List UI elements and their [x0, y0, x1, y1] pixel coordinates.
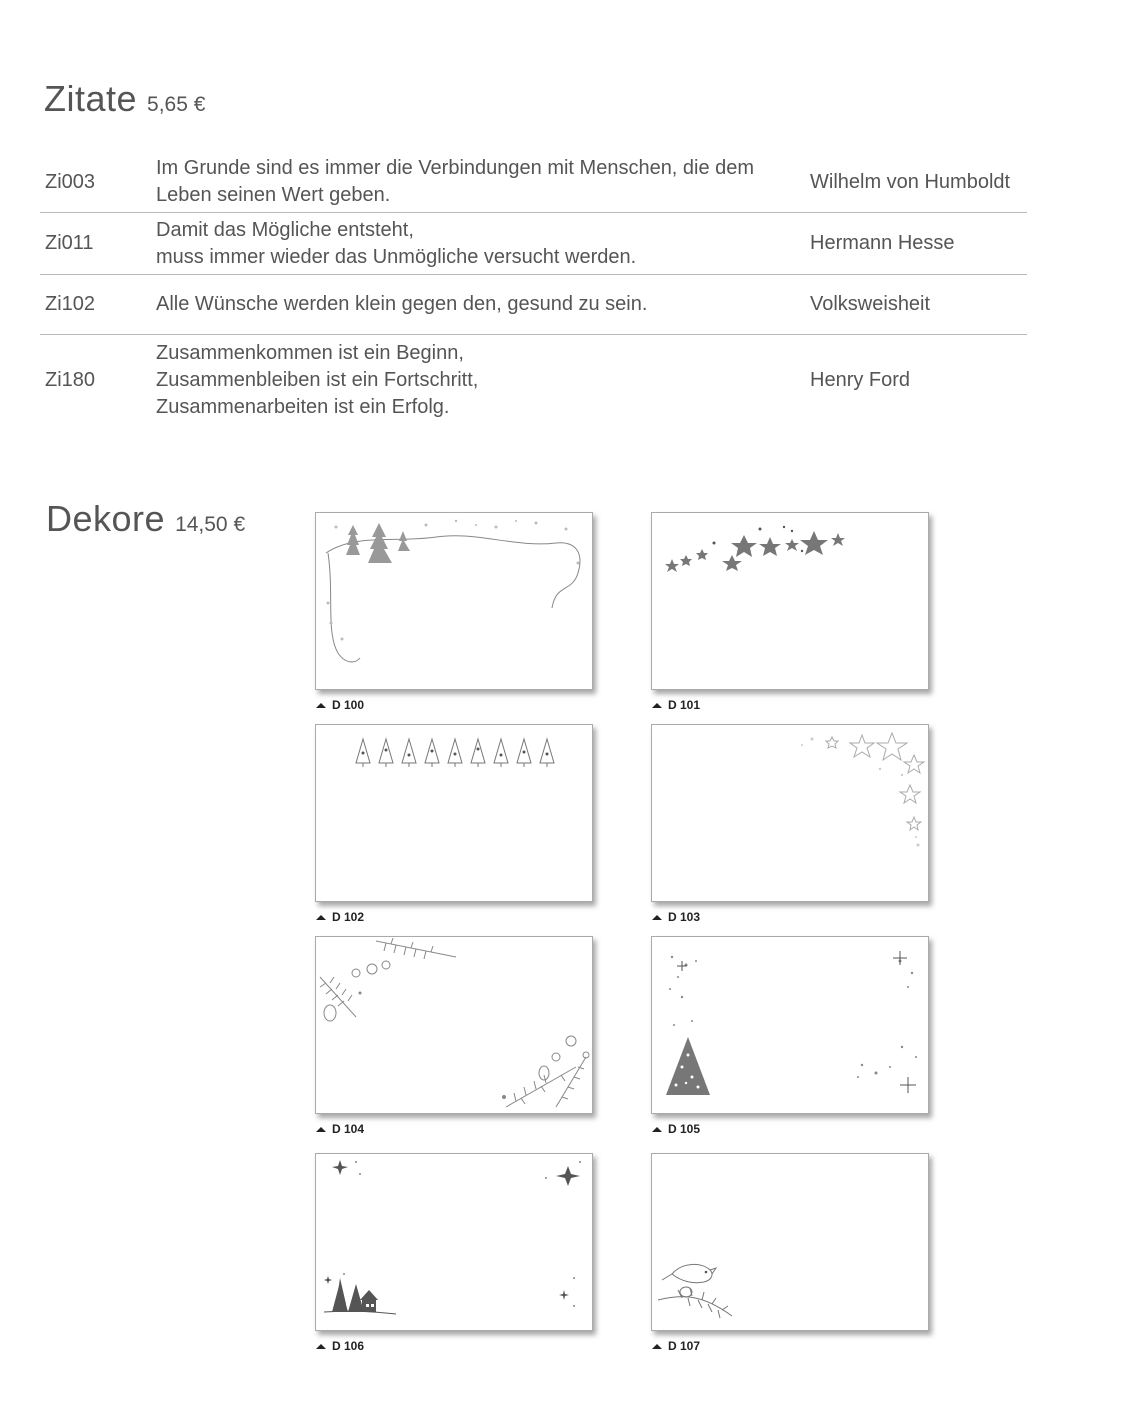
decor-card-d102[interactable] — [315, 724, 593, 924]
card-label — [316, 1122, 364, 1136]
corner-stars-icon — [652, 725, 928, 901]
triangle-icon — [652, 703, 662, 708]
dekore-heading — [46, 498, 245, 540]
triangle-icon — [316, 1127, 326, 1132]
quote-line: Leben seinen Wert geben. — [156, 184, 391, 206]
christmas-tree-row-icon — [316, 725, 592, 901]
table-row — [40, 275, 1027, 335]
card-image — [651, 512, 929, 690]
card-label — [316, 698, 364, 712]
card-label — [316, 1339, 364, 1353]
decor-card-d105[interactable] — [651, 936, 929, 1136]
trees-ribbon-icon — [316, 513, 592, 689]
quote-text — [156, 217, 810, 271]
quote-line: Zusammenbleiben ist ein Fortschritt, — [156, 368, 479, 391]
card-label — [652, 1339, 700, 1353]
quote-text — [156, 291, 810, 318]
card-image — [651, 936, 929, 1114]
card-image — [315, 724, 593, 902]
table-row — [40, 335, 1027, 425]
card-code: D 106 — [332, 1339, 365, 1353]
card-image — [315, 936, 593, 1114]
card-code: D 107 — [668, 1339, 701, 1353]
quote-author: Volksweisheit — [810, 293, 931, 315]
triangle-icon — [316, 703, 326, 708]
sparkle-tree-icon — [652, 937, 928, 1113]
quote-text — [156, 340, 810, 421]
zitate-title: Zitate — [44, 78, 138, 119]
quote-line: Zusammenarbeiten ist ein Erfolg. — [156, 395, 450, 418]
card-code: D 102 — [332, 910, 365, 924]
quote-line: Damit das Mögliche entsteht, — [156, 218, 414, 241]
triangle-icon — [652, 1344, 662, 1349]
card-image — [651, 1153, 929, 1331]
quote-code: Zi102 — [45, 293, 96, 315]
zitate-price: 5,65 € — [147, 93, 206, 116]
dekore-title: Dekore — [46, 498, 166, 539]
triangle-icon — [652, 915, 662, 920]
card-code: D 104 — [332, 1122, 365, 1136]
triangle-icon — [316, 915, 326, 920]
bird-on-branch-icon — [652, 1154, 928, 1330]
dekore-price: 14,50 € — [175, 513, 246, 536]
card-image — [315, 1153, 593, 1331]
quote-author: Henry Ford — [810, 368, 911, 391]
quote-text — [156, 155, 810, 209]
zitate-heading — [44, 78, 205, 120]
quote-code: Zi180 — [45, 368, 96, 391]
decor-card-d104[interactable] — [315, 936, 593, 1136]
decor-card-d101[interactable] — [651, 512, 929, 712]
card-code: D 100 — [332, 698, 365, 712]
card-code: D 105 — [668, 1122, 701, 1136]
quote-line: muss immer wieder das Unmögliche versucht werden. — [156, 245, 637, 268]
triangle-icon — [316, 1344, 326, 1349]
decor-card-d103[interactable] — [651, 724, 929, 924]
card-code: D 103 — [668, 910, 701, 924]
card-code: D 101 — [668, 698, 701, 712]
decor-card-d107[interactable] — [651, 1153, 929, 1353]
quote-line: Alle Wünsche werden klein gegen den, gesund zu sein. — [156, 293, 648, 315]
quote-line: Zusammenkommen ist ein Beginn, — [156, 341, 464, 364]
table-row — [40, 213, 1027, 275]
quote-author: Wilhelm von Humboldt — [810, 170, 1011, 193]
card-label — [652, 1122, 700, 1136]
card-label — [316, 910, 364, 924]
card-label — [652, 910, 700, 924]
quote-code: Zi011 — [45, 232, 94, 254]
card-image — [315, 512, 593, 690]
quotes-table — [40, 152, 1027, 425]
quote-author: Hermann Hesse — [810, 232, 955, 254]
quote-code: Zi003 — [45, 170, 96, 193]
pine-branches-icon — [316, 937, 592, 1113]
decor-card-d100[interactable] — [315, 512, 593, 712]
table-row — [40, 152, 1027, 213]
triangle-icon — [652, 1127, 662, 1132]
shooting-stars-icon — [652, 513, 928, 689]
decor-card-d106[interactable] — [315, 1153, 593, 1353]
quote-line: Im Grunde sind es immer die Verbindungen mit Menschen, die dem — [156, 157, 755, 179]
stars-and-house-icon — [316, 1154, 592, 1330]
card-image — [651, 724, 929, 902]
card-label — [652, 698, 700, 712]
